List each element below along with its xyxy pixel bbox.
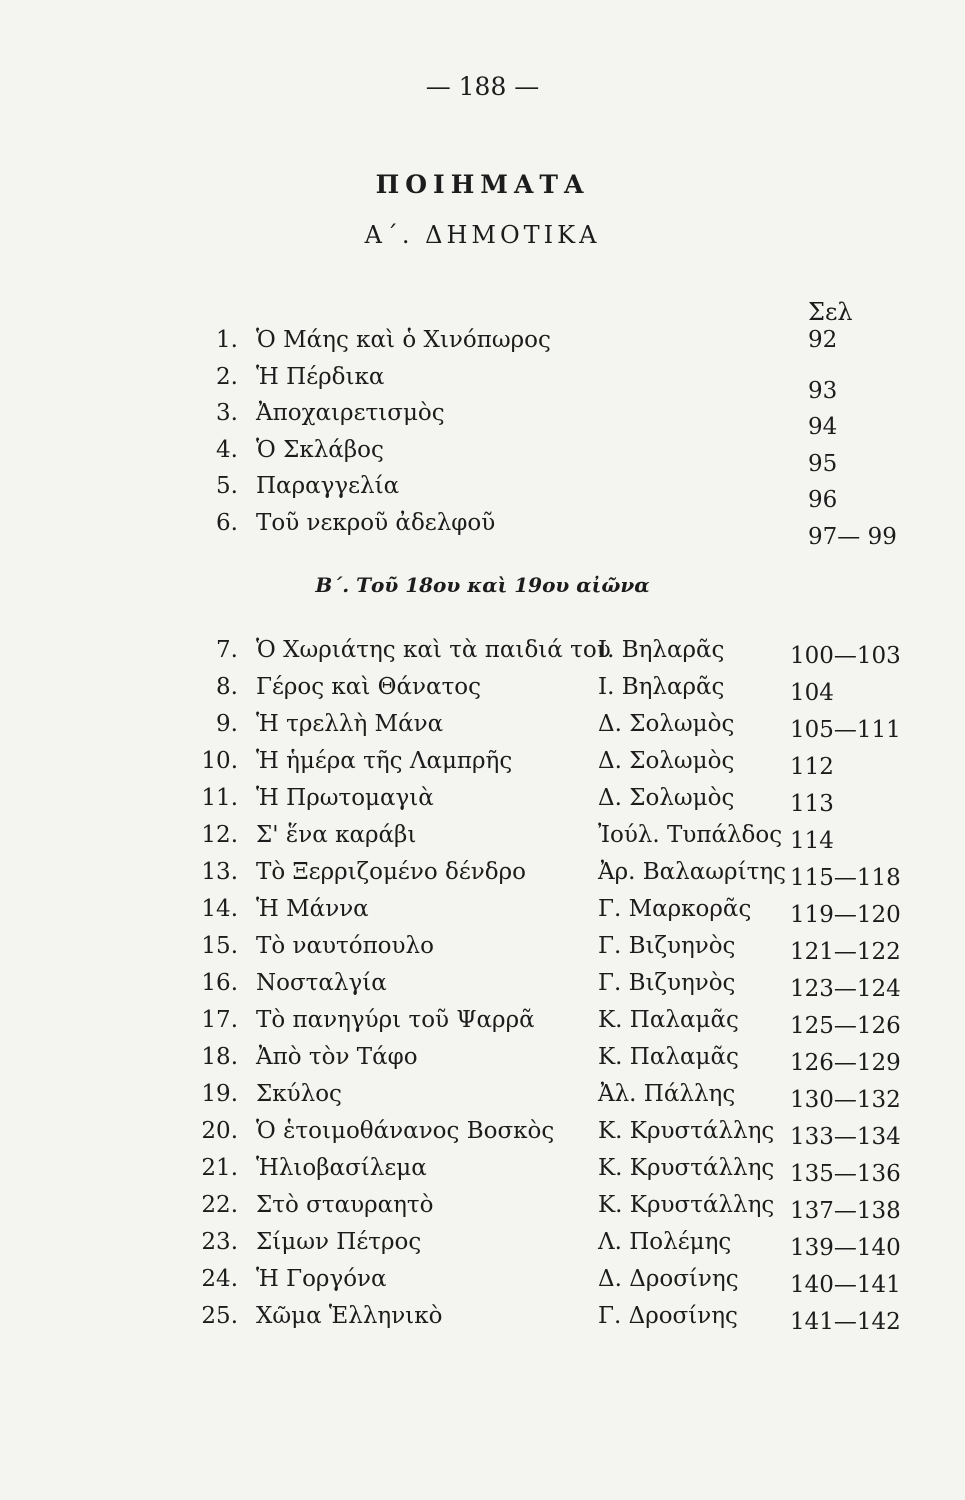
entry-title: Ἡ Πρωτομαγιὰ — [256, 785, 434, 811]
entry-page: 135—136 — [790, 1161, 901, 1187]
toc-row — [0, 359, 965, 404]
entry-page: 105—111 — [790, 717, 901, 743]
entry-number: 17. — [201, 1007, 238, 1033]
entry-page: 126—129 — [790, 1050, 901, 1076]
entry-number: 13. — [201, 859, 238, 885]
toc-row — [0, 322, 965, 358]
entry-page: 112 — [790, 754, 834, 780]
entry-number: 23. — [201, 1229, 238, 1255]
entry-author: Γ. Δροσίνης — [598, 1303, 738, 1329]
toc-row — [0, 743, 965, 779]
toc-row — [0, 965, 965, 1001]
toc-row — [0, 1298, 965, 1334]
entry-title: Ὁ Σκλάβος — [256, 436, 384, 463]
entry-title: Ἡ Μάννα — [256, 896, 369, 922]
toc-row — [0, 1224, 965, 1260]
entry-title: Νοσταλγία — [256, 970, 387, 996]
pages-column-header: Σελ — [808, 298, 853, 326]
entry-title: Τὸ ναυτόπουλο — [256, 933, 434, 959]
toc-row — [0, 854, 965, 890]
entry-number: 15. — [201, 933, 238, 959]
entry-title: Τοῦ νεκροῦ ἀδελφοῦ — [256, 509, 496, 536]
page-title: ΠΟΙΗΜΑΤΑ — [375, 170, 590, 199]
entry-title: Ἡ ἡμέρα τῆς Λαμπρῆς — [256, 748, 513, 774]
entry-author: Κ. Κρυστάλλης — [598, 1155, 775, 1181]
entry-page: 94 — [808, 414, 838, 440]
toc-row — [0, 780, 965, 816]
entry-page: 113 — [790, 791, 834, 817]
entry-author: Κ. Κρυστάλλης — [598, 1192, 775, 1218]
entry-number: 9. — [216, 711, 238, 737]
entry-title: Σκύλος — [256, 1081, 342, 1107]
entry-author: Ι. Βηλαρᾶς — [598, 674, 725, 700]
entry-author: Ι. Βηλαρᾶς — [598, 637, 725, 663]
entry-title: Τὸ Ξερριζομένο δένδρο — [256, 859, 526, 885]
entry-number: 1. — [216, 327, 238, 353]
entry-author: Γ. Μαρκορᾶς — [598, 896, 752, 922]
toc-row — [0, 1076, 965, 1112]
entry-author: Γ. Βιζυηνὸς — [598, 970, 736, 996]
entry-page: 100—103 — [790, 643, 901, 669]
entry-page: 92 — [808, 327, 838, 353]
toc-row — [0, 1261, 965, 1297]
entry-title: Ἡ Πέρδικα — [256, 363, 385, 390]
entry-author: Κ. Κρυστάλλης — [598, 1118, 775, 1144]
toc-row — [0, 1113, 965, 1149]
entry-title: Ὁ Μάης καὶ ὁ Χινόπωρος — [256, 327, 551, 353]
toc-row — [0, 891, 965, 927]
toc-row — [0, 706, 965, 742]
entry-number: 12. — [201, 822, 238, 848]
entry-number: 4. — [216, 436, 238, 463]
entry-title: Ἡ Γοργόνα — [256, 1266, 387, 1292]
entry-author: Ἀρ. Βαλαωρίτης — [598, 859, 786, 885]
entry-author: Γ. Βιζυηνὸς — [598, 933, 736, 959]
entry-page: 133—134 — [790, 1124, 901, 1150]
entry-number: 20. — [201, 1118, 238, 1144]
entry-page: 141—142 — [790, 1309, 901, 1335]
entry-number: 6. — [216, 509, 238, 536]
toc-row — [0, 632, 965, 668]
entry-title: Ὁ ἑτοιμοθάνανος Βοσκὸς — [256, 1118, 555, 1144]
toc-row — [0, 468, 965, 513]
toc-row — [0, 1150, 965, 1186]
entry-title: Σίμων Πέτρος — [256, 1229, 422, 1255]
entry-page: 130—132 — [790, 1087, 901, 1113]
entry-title: Σ' ἕνα καράβι — [256, 822, 417, 848]
entry-number: 5. — [216, 473, 238, 499]
entry-title: Ἀπὸ τὸν Τάφο — [256, 1044, 418, 1070]
entry-number: 11. — [201, 785, 238, 811]
entry-page: 97— 99 — [808, 523, 897, 550]
entry-page: 95 — [808, 450, 838, 477]
entry-number: 2. — [216, 363, 238, 390]
entry-page: 96 — [808, 487, 838, 513]
entry-page: 137—138 — [790, 1198, 901, 1224]
entry-number: 7. — [216, 637, 238, 663]
toc-row — [0, 1039, 965, 1075]
section-a-title: Α΄. ΔΗΜΟΤΙΚΑ — [364, 221, 601, 249]
entry-title: Χῶμα Ἑλληνικὸ — [256, 1303, 443, 1329]
entry-author: Δ. Σολωμὸς — [598, 748, 735, 774]
toc-row — [0, 817, 965, 853]
entry-page: 119—120 — [790, 902, 901, 928]
entry-page: 139—140 — [790, 1235, 901, 1261]
entry-title: Τὸ πανηγύρι τοῦ Ψαρρᾶ — [256, 1007, 535, 1033]
toc-row — [0, 395, 965, 440]
entry-number: 24. — [201, 1266, 238, 1292]
entry-title: Ἡλιοβασίλεμα — [256, 1155, 427, 1181]
toc-row — [0, 1002, 965, 1038]
entry-page: 125—126 — [790, 1013, 901, 1039]
entry-title: Γέρος καὶ Θάνατος — [256, 674, 482, 700]
entry-author: Λ. Πολέμης — [598, 1229, 732, 1255]
entry-number: 14. — [201, 896, 238, 922]
entry-number: 25. — [201, 1303, 238, 1329]
entry-page: 123—124 — [790, 976, 901, 1002]
entry-author: Δ. Δροσίνης — [598, 1266, 739, 1292]
entry-number: 3. — [216, 400, 238, 426]
page-number: — 188 — — [425, 72, 540, 101]
entry-title: Ἀποχαιρετισμὸς — [256, 400, 445, 426]
entry-author: Κ. Παλαμᾶς — [598, 1007, 739, 1033]
entry-number: 10. — [201, 748, 238, 774]
entry-number: 19. — [201, 1081, 238, 1107]
entry-page: 114 — [790, 828, 834, 854]
entry-title: Ἡ τρελλὴ Μάνα — [256, 711, 444, 737]
entry-page: 121—122 — [790, 939, 901, 965]
entry-author: Δ. Σολωμὸς — [598, 785, 735, 811]
toc-row — [0, 1187, 965, 1223]
toc-row — [0, 669, 965, 705]
entry-author: Ἀλ. Πάλλης — [598, 1081, 736, 1107]
entry-number: 16. — [201, 970, 238, 996]
toc-row — [0, 432, 965, 477]
section-b-title: Β΄. Τοῦ 18ου καὶ 19ου αἰῶνα — [315, 573, 650, 597]
entry-title: Στὸ σταυραητὸ — [256, 1192, 434, 1218]
entry-page: 93 — [808, 377, 838, 404]
entry-title: Παραγγελία — [256, 473, 400, 499]
toc-row — [0, 505, 965, 550]
entry-page: 140—141 — [790, 1272, 901, 1298]
entry-author: Δ. Σολωμὸς — [598, 711, 735, 737]
entry-number: 8. — [216, 674, 238, 700]
entry-title: Ὁ Χωριάτης καὶ τὰ παιδιά του — [256, 637, 611, 663]
entry-author: Κ. Παλαμᾶς — [598, 1044, 739, 1070]
entry-number: 22. — [201, 1192, 238, 1218]
entry-page: 115—118 — [790, 865, 901, 891]
toc-row — [0, 928, 965, 964]
entry-page: 104 — [790, 680, 834, 706]
entry-author: Ἰούλ. Τυπάλδος — [598, 822, 783, 848]
entry-number: 18. — [201, 1044, 238, 1070]
entry-number: 21. — [201, 1155, 238, 1181]
